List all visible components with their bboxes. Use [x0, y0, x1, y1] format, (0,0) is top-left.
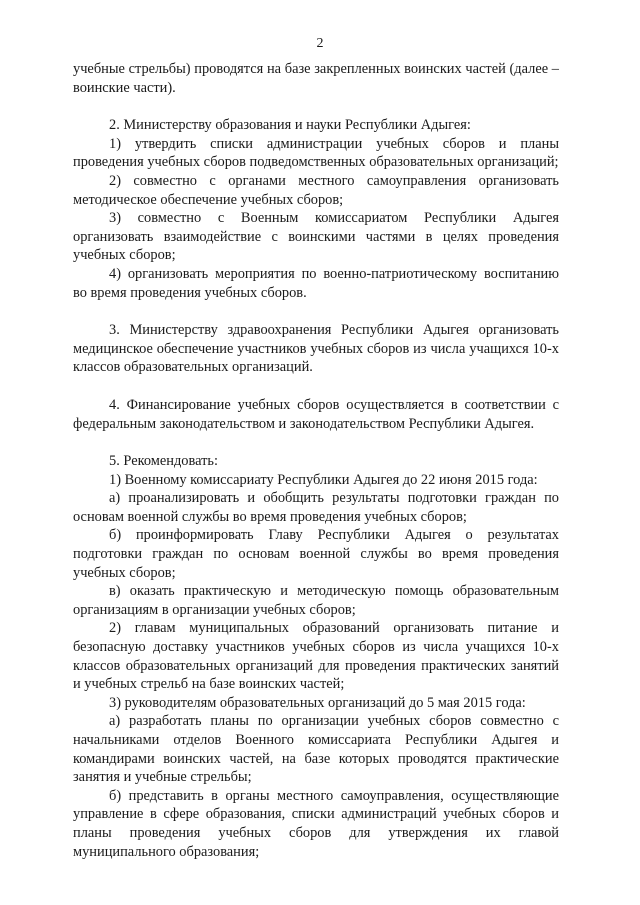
paragraph-item-2-1: 1) утвердить списки администрации учебных сборов и планы проведения учебных сборов подведомственных образовательных организаций; [73, 135, 559, 171]
document-body [73, 60, 559, 861]
paragraph-item-5-3: 3) руководителям образовательных организаций до 5 мая 2015 года: [109, 694, 526, 711]
paragraph-item-5-3-a: а) разработать планы по организации учебных сборов совместно с начальниками отделов Военного комиссариата Республики Адыгея и командирами воинских частей, на базе которых проводятся практические занятия и учебные стрельбы; [73, 713, 559, 786]
paragraph-item-2-2: 2) совместно с органами местного самоуправления организовать методическое обеспечение учебных сборов; [73, 172, 559, 208]
paragraph-item-2-4: 4) организовать мероприятия по военно-патриотическому воспитанию во время проведения учебных сборов. [73, 265, 559, 301]
paragraph-item-2: 2. Министерству образования и науки Республики Адыгея: [109, 117, 471, 134]
paragraph-item-5-1-b: б) проинформировать Главу Республики Адыгея о результатах подготовки граждан по основам военной службы во время проведения учебных сборов; [73, 527, 559, 581]
paragraph-item-5-1-c: в) оказать практическую и методическую помощь образовательным организациям в организации учебных сборов; [73, 583, 559, 618]
paragraph-item-5-2: 2) главам муниципальных образований организовать питание и безопасную доставку участников учебных сборов из числа учащихся 10-х классов образовательных организаций для проведения практических занятий и учебных стрельб на базе воинских частей; [73, 620, 559, 693]
paragraph-continuation: учебные стрельбы) проводятся на базе закрепленных воинских частей (далее – воинские части). [73, 61, 559, 96]
page-number: 2 [316, 36, 324, 51]
paragraph-item-2-3: 3) совместно с Военным комиссариатом Республики Адыгея организовать взаимодействие с воинскими частями в целях проведения учебных сборов; [73, 210, 559, 264]
paragraph-item-5-1-a: а) проанализировать и обобщить результаты подготовки граждан по основам военной службы во время проведения учебных сборов; [73, 490, 559, 525]
paragraph-item-5-1: 1) Военному комиссариату Республики Адыгея до 22 июня 2015 года: [109, 471, 538, 488]
paragraph-item-3: 3. Министерству здравоохранения Республики Адыгея организовать медицинское обеспечение участников учебных сборов из числа учащихся 10-х классов образовательных организаций. [73, 322, 559, 376]
paragraph-item-5-3-b: б) представить в органы местного самоуправления, осуществляющие управление в сфере образования, списки администраций учебных сборов и планы проведения учебных сборов для утверждения их главой муниципального образования; [73, 787, 559, 860]
paragraph-item-5: 5. Рекомендовать: [109, 453, 218, 470]
paragraph-item-4: 4. Финансирование учебных сборов осуществляется в соответствии с федеральным законодательством и законодательством Республики Адыгея. [73, 396, 559, 432]
